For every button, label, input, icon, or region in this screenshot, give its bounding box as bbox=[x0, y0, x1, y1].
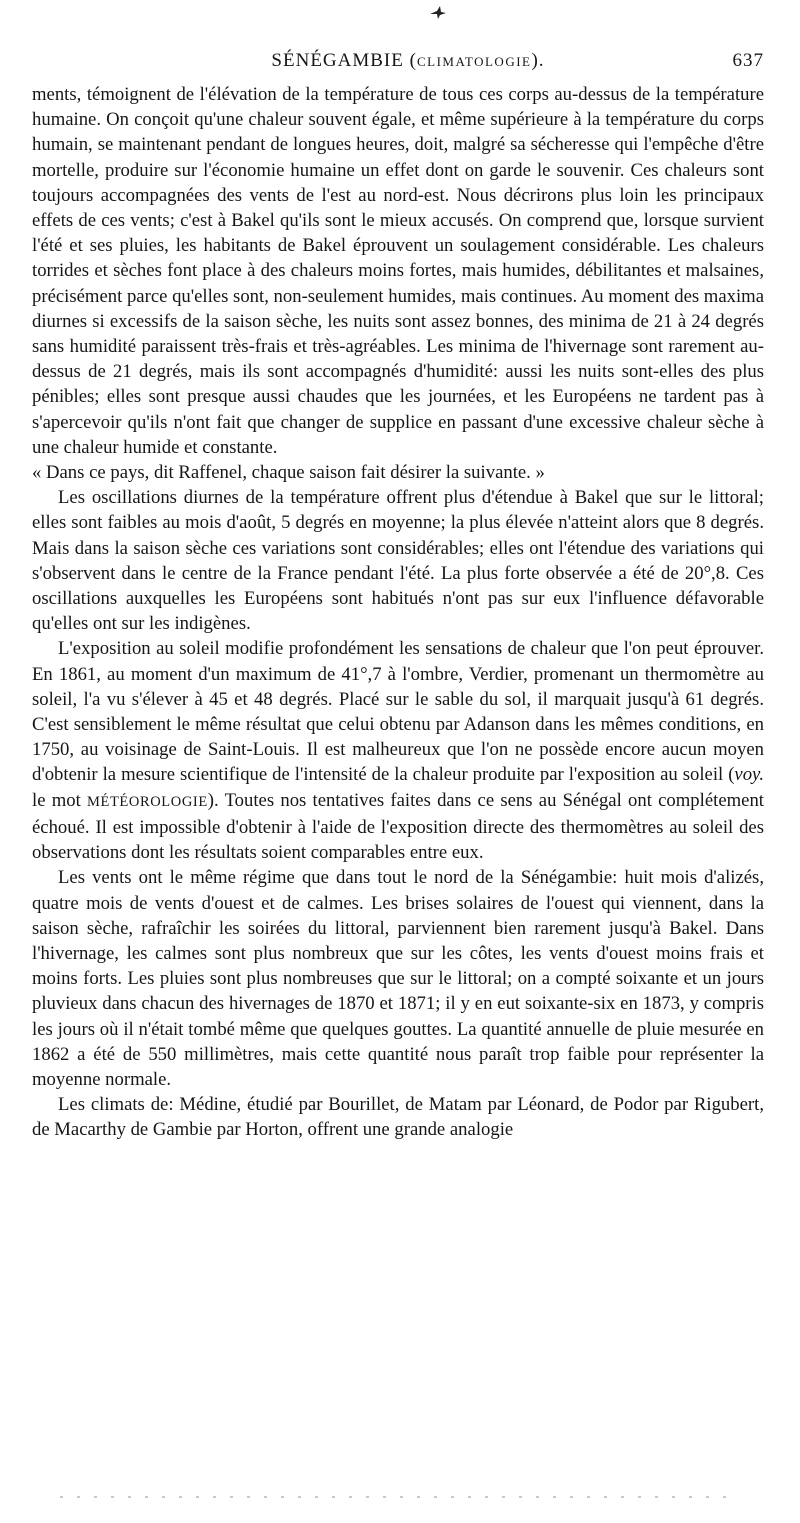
running-title-section: CLIMATOLOGIE bbox=[416, 54, 532, 69]
exposition-text-before: L'exposition au soleil modifie profondément les sensations de chaleur que l'on peut éprouver. En 1861, au moment d'un maximum de 41°,7 à l'ombre, Verdier, promenant un thermomètre au soleil, l'a vu s'élever à 45 et 48 degrés. Placé sur le sable du sol, il marquait jusqu'à 61 degrés. C'est sensiblement le même résultat que celui obtenu par Adanson dans les mêmes conditions, en 1750, au voisinage de Saint-Louis. Il est malheureux que l'on ne possède encore aucun moyen d'obtenir la mesure scientifique de l'intensité de la chaleur produite par l'exposition au soleil ( bbox=[32, 638, 764, 786]
printer-ornament-icon bbox=[428, 4, 448, 20]
page-number: 637 bbox=[732, 50, 764, 71]
running-title bbox=[32, 50, 764, 72]
paragraph-oscillations: Les oscillations diurnes de la température offrent plus d'étendue à Bakel que sur le littoral; elles sont faibles au mois d'août, 5 degrés en moyenne; la plus élevée n'atteint alors que 8 degrés. Mais dans la saison sèche ces variations sont considérables; elles ont l'étendue des variations qui s'observent dans le centre de la France pendant l'été. La plus forte observée a été de 20°,8. Ces oscillations auxquelles les Européens sont habitués n'ont pas sur eux l'influence défavorable qu'elles ont sur les indigènes. bbox=[32, 487, 764, 635]
paragraph-continuation: ments, témoignent de l'élévation de la température de tous ces corps au-dessus de la température humaine. On conçoit qu'une chaleur souvent égale, et même supérieure à la température du corps humain, se maintenant pendant de longues heures, doit, malgré sa sécheresse qui l'empêche d'être mortelle, produire sur l'économie humaine un effet dont on garde le souvenir. Ces chaleurs sont toujours accompagnées des vents de l'est au nord-est. Nous décrirons plus loin les principaux effets de ces vents; c'est à Bakel qu'ils sont le mieux accusés. On comprend que, lorsque survient l'été et ses pluies, les habitants de Bakel éprouvent un soulagement considérable. Les chaleurs torrides et sèches font place à des chaleurs moins fortes, mais humides, débilitantes et malsaines, précisément parce qu'elles sont, non-seulement humides, mais continues. Au moment des maxima diurnes si excessifs de la saison sèche, les nuits sont assez bonnes, des minima de 21 à 24 degrés sans humidité paraissent très-frais et très-agréables. Les minima de l'hivernage sont rarement au-dessus de 21 degrés, mais ils sont accompagnés d'humidité: aussi les nuits sont-elles des plus pénibles; elles sont presque aussi chaudes que les journées, et les Européens ne tardent pas à s'apercevoir qu'ils n'ont fait que changer de supplice en passant d'une excessive chaleur sèche à une chaleur humide et constante. bbox=[32, 84, 765, 458]
exposition-voy: voy. bbox=[734, 764, 764, 786]
paragraph-quote: « Dans ce pays, dit Raffenel, chaque saison fait désirer la suivante. » bbox=[32, 462, 545, 484]
exposition-text-mid: le mot bbox=[32, 789, 88, 811]
paragraph-climats: Les climats de: Médine, étudié par Bourillet, de Matam par Léonard, de Podor par Rigubert, de Macarthy de Gambie par Horton, offrent une grande analogie bbox=[32, 1094, 764, 1141]
paragraph-exposition bbox=[32, 636, 764, 865]
running-title-main: SÉNÉGAMBIE ( bbox=[271, 50, 417, 71]
bleed-through-line bbox=[60, 1494, 740, 1500]
body-text bbox=[32, 82, 764, 1143]
cross-reference-meteorologie: MÉTÉOROLOGIE bbox=[87, 793, 208, 810]
running-header bbox=[32, 50, 764, 76]
paragraph-vents: Les vents ont le même régime que dans tout le nord de la Sénégambie: huit mois d'alizés, quatre mois de vents d'ouest et de calmes. Les brises solaires de l'ouest qui viennent, dans la saison sèche, rafraîchir les soirées du littoral, parviennent bien rarement jusqu'à Bakel. Dans l'hivernage, les calmes sont plus nombreux que sur les côtes, les vents d'ouest moins frais et moins forts. Les pluies sont plus nombreuses que sur le littoral; on a compté soixante et un jours pluvieux dans chacun des hivernages de 1870 et 1871; il y en eut soixante-six en 1873, y compris les jours où il n'était tombé même que quelques gouttes. La quantité annuelle de pluie mesurée en 1862 a été de 550 millimètres, mais cette quantité nous paraît trop faible pour représenter la moyenne normale. bbox=[32, 867, 764, 1090]
exposition-text-after: ). Toutes nos tentatives faites dans ce sens au Sénégal ont complétement échoué. Il est impossible d'obtenir à l'aide de l'exposition directe des thermomètres au soleil des observations dont les résultats soient comparables entre eux. bbox=[32, 789, 764, 864]
running-title-end: ). bbox=[531, 50, 545, 71]
